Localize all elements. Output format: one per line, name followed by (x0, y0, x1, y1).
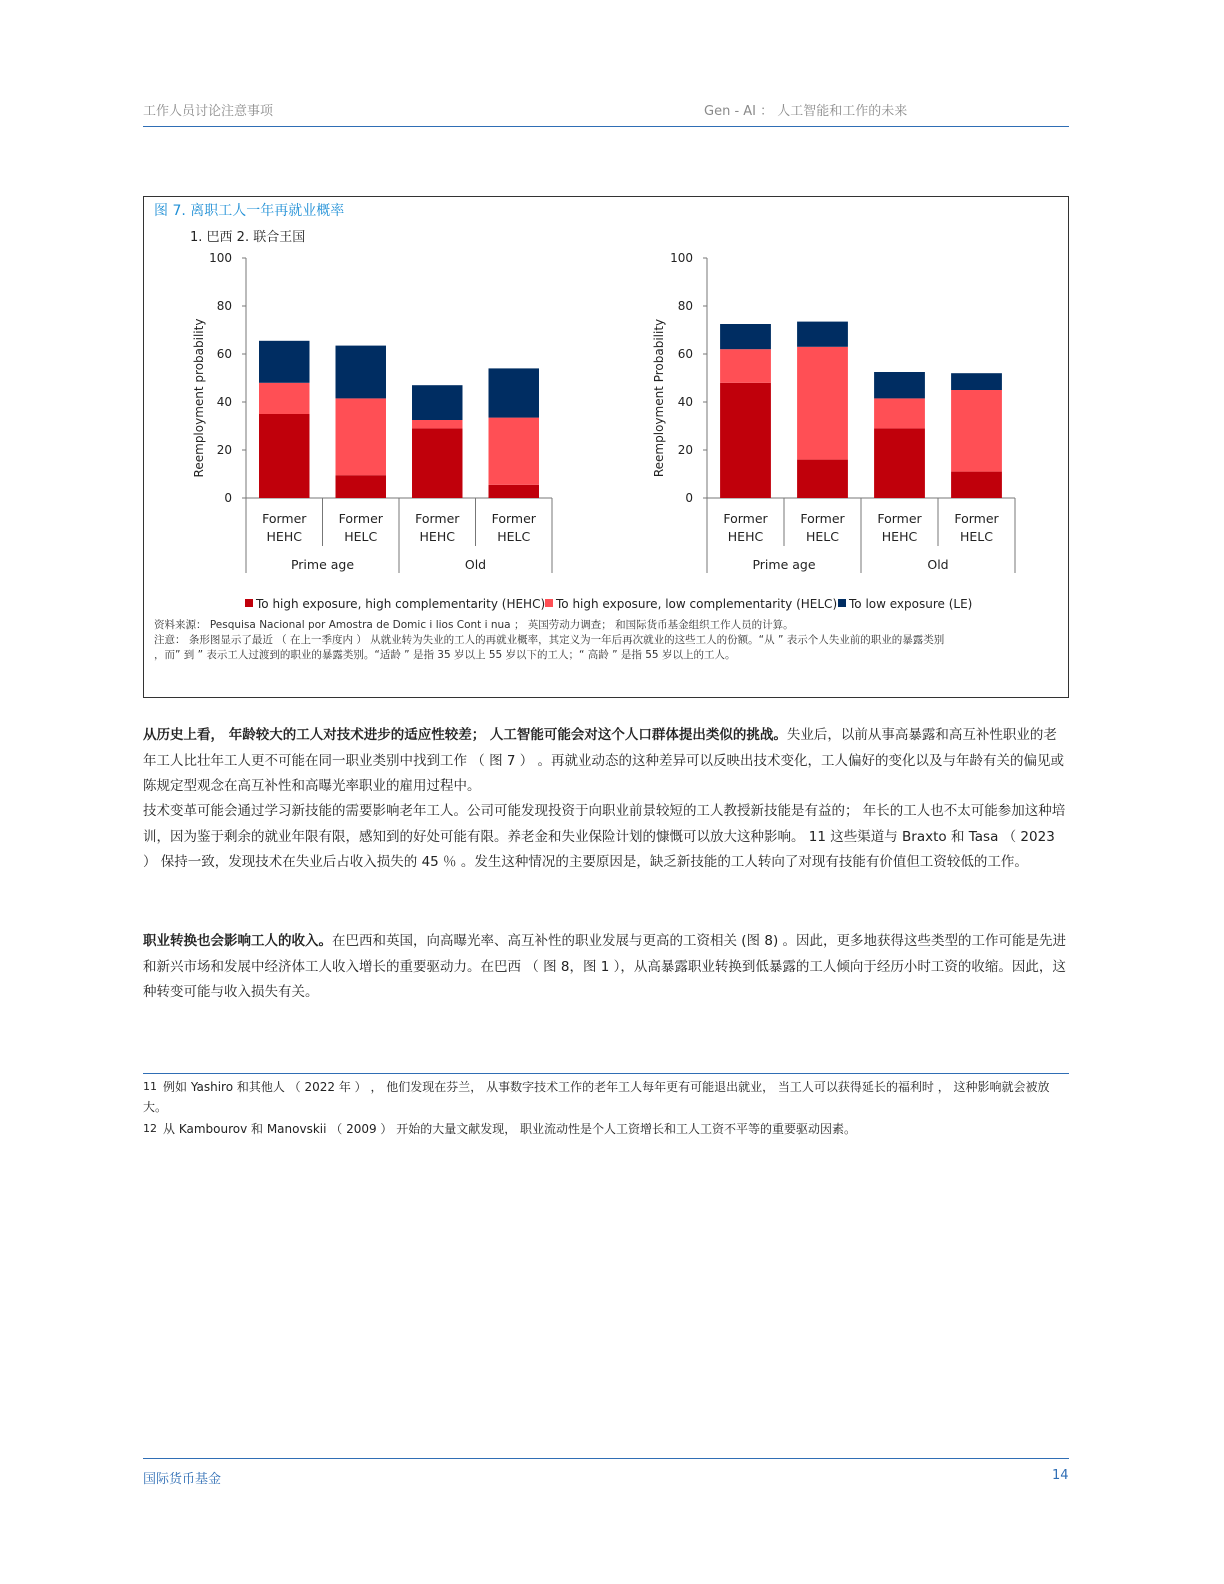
panel1-bar-1-seg-3 (259, 341, 309, 383)
panel2-bar-4-seg-2 (951, 390, 1002, 472)
panel1-category-label: HELC (344, 529, 378, 544)
footnote-number: 12 (143, 1122, 157, 1135)
panel2-bar-1-seg-2 (720, 349, 771, 383)
figure-source: 资料来源： Pesquisa Nacional por Amostra de Domic i lios Cont i nua ； 英国劳动力调查； 和国际货币基金组织工作人员的计算。 (154, 619, 794, 631)
panel1-category-label: Former (491, 511, 536, 526)
panel2-bar-2-seg-3 (797, 322, 848, 347)
figure-7 (143, 196, 1069, 698)
panel1-group-label: Old (464, 557, 487, 572)
panel1-y-tick-label: 60 (216, 347, 232, 361)
panel2-bar-4-seg-1 (951, 472, 1002, 498)
panel1-y-axis-label: Reemployment probability (192, 318, 206, 478)
figure-note-line1: 注意： 条形图显示了最近 （ 在上一季度内 ） 从就业转为失业的工人的再就业概率，其定义为一年后再次就业的这些工人的份额。“从 ” 表示个人失业前的职业的暴露类别 (154, 634, 945, 646)
panel1-bar-4-seg-3 (489, 368, 539, 417)
legend-swatch (545, 599, 553, 607)
figure-title: 图 7. 离职工人一年再就业概率 (154, 203, 345, 219)
footnote-rule (143, 1073, 1069, 1074)
panel2-bar-3-seg-3 (874, 372, 925, 398)
panel1-bar-3-seg-2 (412, 420, 462, 428)
panel2-y-tick-label: 40 (677, 395, 693, 409)
panel2-y-tick-label: 100 (670, 251, 693, 265)
paragraph-lead: 从历史上看， 年龄较大的工人对技术进步的适应性较差； 人工智能可能会对这个人口群体提出类似的挑战。 (143, 727, 787, 743)
panel1-bar-3-seg-3 (412, 385, 462, 420)
panel2-category-label: HELC (806, 529, 839, 544)
legend-swatch (838, 599, 846, 607)
panel2-bar-2-seg-2 (797, 347, 848, 460)
panel2-category-label: HEHC (881, 529, 918, 544)
footer-org: 国际货币基金 (143, 1472, 222, 1487)
paragraph-skills (143, 799, 1069, 876)
paragraph-text: 在巴西和英国，向高曝光率、高互补性的职业发展与更高的工资相关 (图 8) 。因此，更多地获得这些类型的工作可能是先进和新兴市场和发展中经济体工人收入增长的重要驱动力。在巴西 （ 图 8，图 1 ），从高暴露职业转换到低暴露的工人倾向于经历小时工资的收缩。因此，这种转变可能与收入损失有关。 (143, 933, 1066, 1000)
panel1-category-label: HEHC (266, 529, 302, 544)
panel2-bar-1-seg-1 (720, 383, 771, 498)
reemployment-charts (144, 197, 1068, 617)
running-header-left: 工作人员讨论注意事项 (143, 104, 274, 119)
running-header-right: Gen - AI ： 人工智能和工作的未来 (704, 104, 908, 119)
footnote-11 (143, 1077, 1069, 1117)
panel1-bar-4-seg-1 (489, 485, 539, 498)
legend-label: To high exposure, low complementarity (HELC) (556, 597, 838, 611)
panel2-bar-3-seg-2 (874, 398, 925, 428)
paragraph-lead: 职业转换也会影响工人的收入。 (143, 933, 332, 949)
footnote-text: 例如 Yashiro 和其他人 （ 2022 年 ） ， 他们发现在芬兰， 从事数字技术工作的老年工人每年更有可能退出就业， 当工人可以获得延长的福利时 ， 这种影响就会被放大。 (143, 1080, 1050, 1114)
panel1-category-label: HELC (497, 529, 531, 544)
panel2-y-axis-label: Reemployment Probability (652, 318, 666, 478)
paragraph-occupation-switch (143, 929, 1069, 1006)
panel2-category-label: HEHC (727, 529, 764, 544)
paragraph-text: 失业后，以前从事高暴露和高互补性职业的老年工人比壮年工人更不可能在同一职业类别中找到工作 （ 图 7 ） 。再就业动态的这种差异可以反映出技术变化，工人偏好的变化以及与年龄有关的偏见或陈规定型观念在高互补性和高曝光率职业的雇用过程中。 (143, 727, 1065, 794)
panel1-y-tick-label: 40 (216, 395, 232, 409)
panel1-y-tick-label: 20 (216, 443, 232, 457)
panel2-y-tick-label: 0 (685, 491, 693, 505)
header-rule (143, 126, 1069, 127)
panel1-y-tick-label: 0 (224, 491, 232, 505)
panel2-bar-3-seg-1 (874, 428, 925, 498)
panel2-category-label: Former (723, 511, 768, 526)
panel1-category-label: HEHC (419, 529, 455, 544)
panel2-bar-4-seg-3 (951, 373, 1002, 390)
figure-note-line2: ，而” 到 ” 表示工人过渡到的职业的暴露类别。“适龄 ” 是指 35 岁以上 55 岁以下的工人；“ 高龄 ” 是指 55 岁以上的工人。 (154, 649, 736, 661)
legend-swatch (245, 599, 253, 607)
panel1-y-tick-label: 80 (216, 299, 232, 313)
panel2-bar-2-seg-1 (797, 460, 848, 498)
panel1-bar-2-seg-2 (336, 398, 386, 475)
panel1-category-label: Former (415, 511, 460, 526)
panel1-group-label: Prime age (290, 557, 355, 572)
panel2-bar-1-seg-3 (720, 324, 771, 349)
panel2-category-label: HELC (960, 529, 993, 544)
panel2-y-tick-label: 60 (677, 347, 693, 361)
footnote-12 (143, 1119, 1069, 1139)
panel2-category-label: Former (800, 511, 845, 526)
panel1-bar-1-seg-1 (259, 414, 309, 498)
panel2-group-label: Prime age (752, 557, 816, 572)
paragraph-text: 技术变革可能会通过学习新技能的需要影响老年工人。公司可能发现投资于向职业前景较短的工人教授新技能是有益的； 年长的工人也不太可能参加这种培训，因为鉴于剩余的就业年限有限，感知到的好处可能有限。养老金和失业保险计划的慷慨可以放大这种影响。 11 这些渠道与 Braxto 和 Tasa （ 2023 ） 保持一致，发现技术在失业后占收入损失的 45 ％ 。发生这种情况的主要原因是，缺乏新技能的工人转向了对现有技能有价值但工资较低的工作。 (143, 803, 1066, 870)
panel2-group-label: Old (927, 557, 949, 572)
footnote-number: 11 (143, 1080, 157, 1093)
page-number: 14 (1052, 1468, 1069, 1483)
figure-subtitle: 1. 巴西 2. 联合王国 (190, 230, 306, 245)
panel2-y-tick-label: 20 (677, 443, 693, 457)
legend-label: To high exposure, high complementarity (HEHC) (256, 597, 546, 611)
panel1-bar-4-seg-2 (489, 418, 539, 485)
panel2-category-label: Former (877, 511, 922, 526)
panel2-category-label: Former (954, 511, 999, 526)
panel1-bar-2-seg-1 (336, 475, 386, 498)
legend-label: To low exposure (LE) (849, 597, 973, 611)
footnote-text: 从 Kambourov 和 Manovskii （ 2009 ） 开始的大量文献发现， 职业流动性是个人工资增长和工人工资不平等的重要驱动因素。 (163, 1122, 857, 1136)
footer-rule (143, 1458, 1069, 1459)
panel1-category-label: Former (262, 511, 307, 526)
panel2-y-tick-label: 80 (677, 299, 693, 313)
panel1-bar-3-seg-1 (412, 428, 462, 498)
panel1-y-tick-label: 100 (209, 251, 232, 265)
panel1-category-label: Former (338, 511, 383, 526)
panel1-bar-1-seg-2 (259, 383, 309, 414)
panel1-bar-2-seg-3 (336, 346, 386, 399)
paragraph-aging-workers (143, 723, 1069, 800)
